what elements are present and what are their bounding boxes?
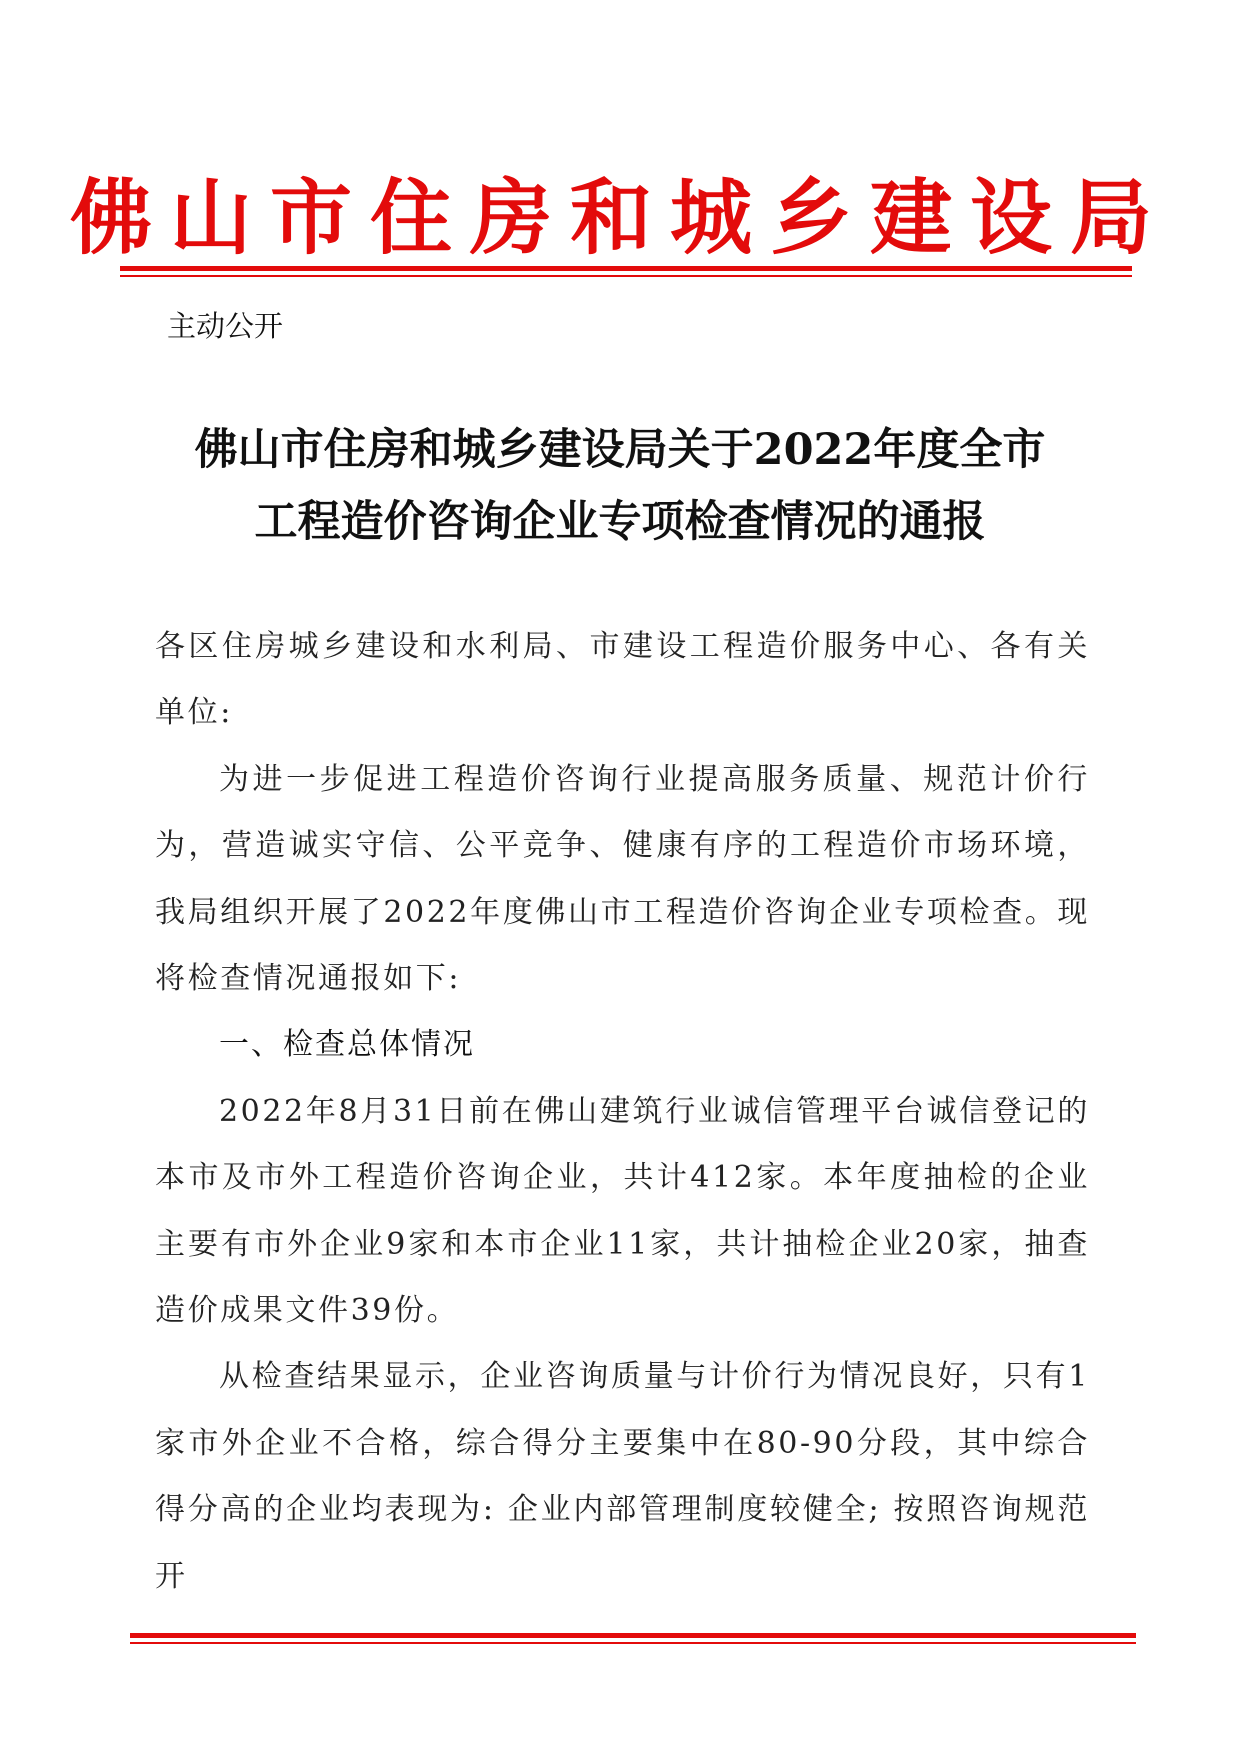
agency-letterhead: 佛山市住房和城乡建设局: [69, 170, 1170, 266]
document-title: [140, 414, 1100, 558]
intro-paragraph: 为进一步促进工程造价咨询行业提高服务质量、规范计价行为，营造诚实守信、公平竞争、健康有序的工程造价市场环境，我局组织开展了2022年度佛山市工程造价咨询企业专项检查。现将检查情况通报如下:: [155, 761, 1090, 997]
salutation: 各区住房城乡建设和水利局、市建设工程造价服务中心、各有关单位:: [155, 629, 1090, 731]
letterhead-divider-thick: [120, 266, 1132, 271]
section-1-heading: 一、检查总体情况: [219, 1027, 475, 1063]
footer-divider-thick: [130, 1633, 1136, 1638]
section-1-paragraph-1: 2022年8月31日前在佛山建筑行业诚信管理平台诚信登记的本市及市外工程造价咨询企业，共计412家。本年度抽检的企业主要有市外企业9家和本市企业11家，共计抽检企业20家，抽查造价成果文件39份。: [155, 1093, 1090, 1329]
letterhead-divider-thin: [120, 275, 1132, 277]
document-body: [155, 614, 1090, 1610]
document-title-line-2: 工程造价咨询企业专项检查情况的通报: [254, 497, 986, 547]
section-1-paragraph-2: 从检查结果显示，企业咨询质量与计价行为情况良好，只有1家市外企业不合格，综合得分主要集中在80-90分段，其中综合得分高的企业均表现为: 企业内部管理制度较健全; 按照咨询规范开: [155, 1359, 1090, 1594]
document-title-line-1: 佛山市住房和城乡建设局关于2022年度全市: [194, 425, 1046, 475]
footer-divider-thin: [130, 1642, 1136, 1644]
disclosure-label: 主动公开: [167, 309, 284, 343]
